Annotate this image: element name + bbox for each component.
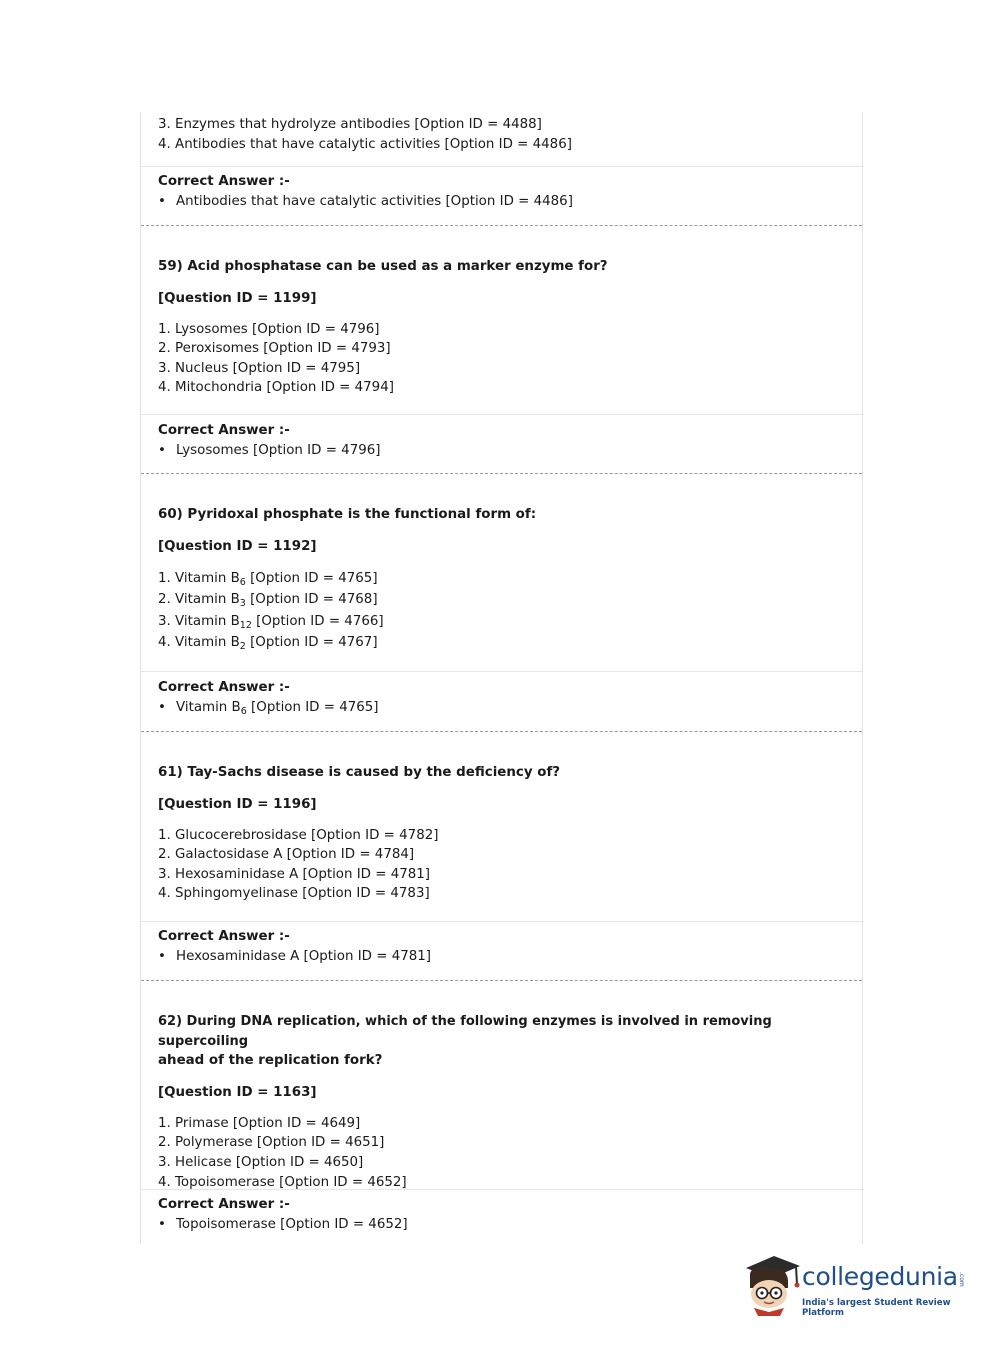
question-title-line-1: 62) During DNA replication, which of the following enzymes is involved in removing supercoiling (158, 1014, 772, 1049)
option-item: 1. Lysosomes [Option ID = 4796] (158, 321, 380, 337)
divider (141, 1189, 862, 1190)
correct-answer-label: Correct Answer :- (158, 174, 290, 189)
question-title: 59) Acid phosphatase can be used as a marker enzyme for? (158, 259, 608, 274)
correct-answer-item: • Vitamin $B_6$ [Option ID = 4765] (158, 700, 379, 717)
divider (141, 671, 862, 672)
logo-domain: .com (958, 1272, 965, 1287)
divider (141, 166, 862, 167)
correct-answer-label: Correct Answer :- (158, 423, 290, 438)
question-id: [Question ID = 1196] (158, 796, 317, 812)
option-item: 3. Enzymes that hydrolyze antibodies [Option ID = 4488] (158, 117, 542, 132)
option-list (158, 568, 852, 654)
question-separator (141, 731, 862, 732)
q60-answer (158, 680, 852, 715)
question-separator (141, 473, 862, 474)
q59-answer (158, 423, 852, 458)
option-item: 2. Galactosidase A [Option ID = 4784] (158, 847, 415, 863)
option-item: 2. Polymerase [Option ID = 4651] (158, 1135, 385, 1151)
option-item: 3. Helicase [Option ID = 4650] (158, 1154, 364, 1170)
correct-answer-label: Correct Answer :- (158, 680, 290, 695)
mascot-icon (740, 1250, 802, 1320)
option-item: 1. Primase [Option ID = 4649] (158, 1115, 361, 1131)
option-item: 3. Nucleus [Option ID = 4795] (158, 360, 361, 376)
correct-answer-item: • Lysosomes [Option ID = 4796] (158, 443, 381, 458)
correct-answer-label: Correct Answer :- (158, 929, 290, 944)
correct-answer-label: Correct Answer :- (158, 1197, 290, 1212)
option-list (158, 1114, 852, 1192)
question-id: [Question ID = 1199] (158, 290, 317, 306)
option-item: 1. Vitamin $B_6$ [Option ID = 4765] (158, 570, 378, 588)
correct-answer-item: • Antibodies that have catalytic activities [Option ID = 4486] (158, 194, 573, 209)
option-item: 4. Vitamin $B_2$ [Option ID = 4767] (158, 635, 378, 653)
question-61 (158, 763, 852, 904)
question-title: 61) Tay-Sachs disease is caused by the deficiency of? (158, 765, 561, 780)
option-item: 3. Hexosaminidase A [Option ID = 4781] (158, 866, 431, 882)
question-title: 60) Pyridoxal phosphate is the functional form of: (158, 507, 537, 522)
q58-answer (158, 174, 852, 209)
question-id: [Question ID = 1192] (158, 538, 317, 554)
question-separator (141, 980, 862, 981)
q58-options (158, 115, 852, 154)
option-item: 1. Glucocerebrosidase [Option ID = 4782] (158, 827, 439, 843)
q61-answer (158, 929, 852, 964)
option-list (158, 320, 852, 398)
correct-answer-item: • Topoisomerase [Option ID = 4652] (158, 1217, 408, 1232)
option-item: 2. Peroxisomes [Option ID = 4793] (158, 341, 391, 357)
option-item: 4. Mitochondria [Option ID = 4794] (158, 380, 394, 396)
option-item: 2. Vitamin $B_3$ [Option ID = 4768] (158, 592, 378, 610)
question-62 (158, 1012, 852, 1192)
option-item: 4. Sphingomyelinase [Option ID = 4783] (158, 886, 430, 902)
q62-answer (158, 1197, 852, 1232)
divider (141, 921, 862, 922)
question-title-line-2: ahead of the replication fork? (158, 1053, 383, 1069)
option-list (158, 826, 852, 904)
option-item: 4. Topoisomerase [Option ID = 4652] (158, 1174, 407, 1190)
option-item: 4. Antibodies that have catalytic activities [Option ID = 4486] (158, 136, 572, 152)
collegedunia-logo[interactable] (740, 1250, 970, 1320)
option-item: 3. Vitamin $B_{12}$ [Option ID = 4766] (158, 613, 384, 631)
question-59 (158, 257, 852, 398)
question-paper (140, 112, 863, 1244)
logo-wordmark: collegedunia (802, 1262, 958, 1291)
logo-tagline: India's largest Student Review Platform (802, 1298, 951, 1318)
correct-answer-item: • Hexosaminidase A [Option ID = 4781] (158, 949, 431, 964)
question-separator (141, 225, 862, 226)
divider (141, 414, 862, 415)
question-60 (158, 505, 852, 654)
question-id: [Question ID = 1163] (158, 1084, 317, 1100)
